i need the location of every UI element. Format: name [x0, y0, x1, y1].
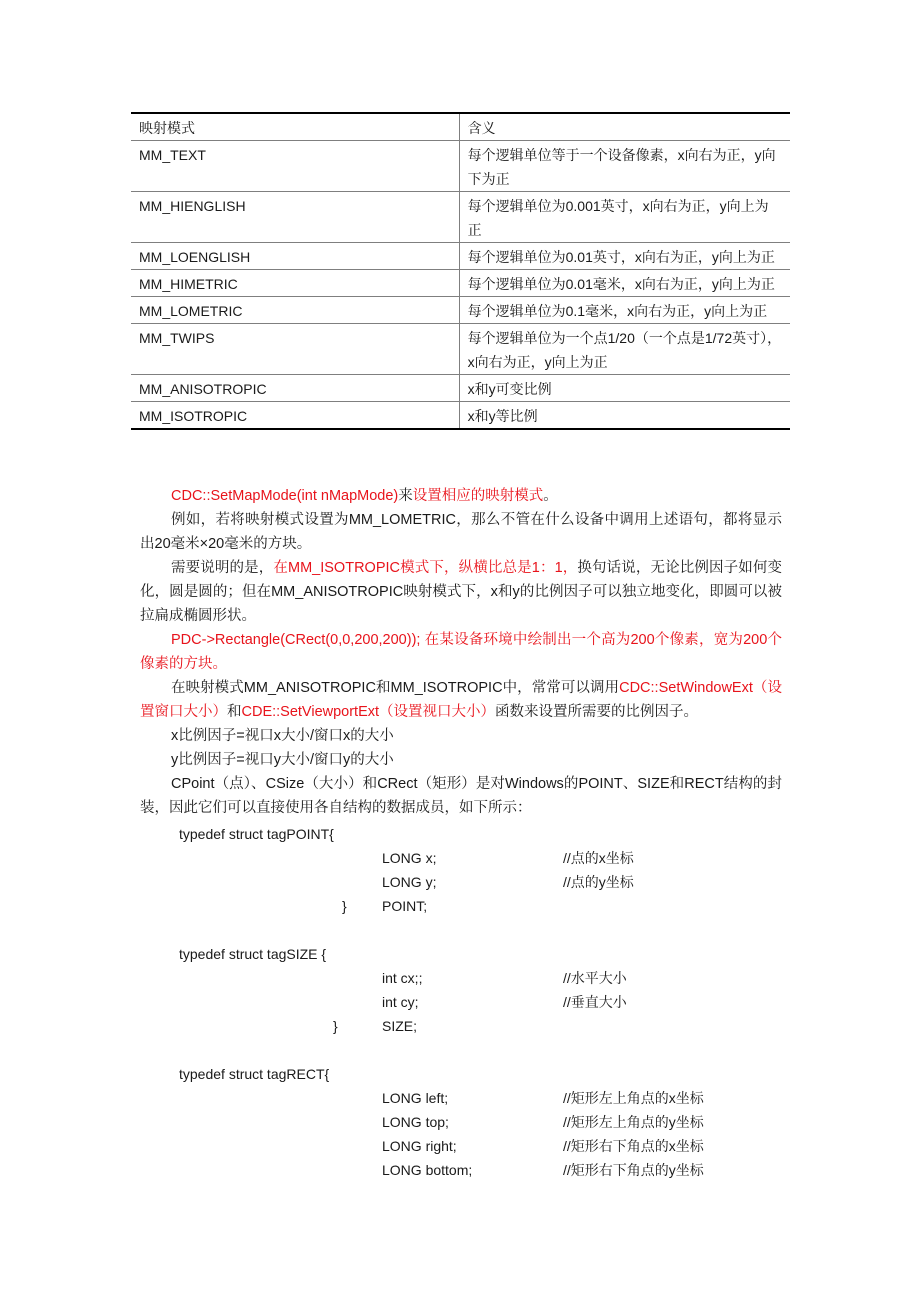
mode-cell: MM_HIMETRIC [131, 270, 459, 297]
setwindowext-call: CDC::SetWindowExt（设置窗口大小） [140, 680, 782, 720]
size-field-decl: int cx;; [382, 970, 423, 986]
size-field-comment: //垂直大小 [563, 994, 627, 1010]
desc-cell: 每个逻辑单位为0.001英寸，x向右为正，y向上为正 [459, 192, 790, 243]
header-mode: 映射模式 [131, 113, 459, 141]
y-scale-formula: y比例因子=视口y大小/窗口y的大小 [171, 752, 394, 768]
desc-cell: 每个逻辑单位为一个点1/20（一个点是1/72英寸），x向右为正，y向上为正 [459, 324, 790, 375]
x-scale-formula: x比例因子=视口x大小/窗口x的大小 [171, 728, 394, 744]
rect-struct-header: typedef struct tagRECT{ [179, 1066, 330, 1082]
mapping-mode-table [131, 112, 790, 430]
size-struct-header: typedef struct tagSIZE { [179, 946, 327, 962]
desc-cell: 每个逻辑单位为0.01毫米，x向右为正，y向上为正 [459, 270, 790, 297]
point-field-comment: //点的y坐标 [563, 874, 634, 890]
setmapmode-purpose: 设置相应的映射模式 [412, 488, 544, 504]
mode-cell: MM_TEXT [131, 141, 459, 192]
mode-cell: MM_HIENGLISH [131, 192, 459, 243]
rect-field-comment: //矩形右下角点的y坐标 [563, 1162, 704, 1178]
text-span: 在映射模式MM_ANISOTROPIC和MM_ISOTROPIC中，常常可以调用 [171, 680, 620, 696]
point-field-decl: LONG y; [382, 874, 437, 890]
table-row [131, 402, 790, 430]
header-meaning: 含义 [459, 113, 790, 141]
table-header-row [131, 113, 790, 141]
paragraph-example: 例如，若将映射模式设置为MM_LOMETRIC，那么不管在什么设备中调用上述语句，都将显示出20毫米×20毫米的方块。 [140, 512, 782, 552]
rect-field-decl: LONG top; [382, 1114, 449, 1130]
table-row [131, 192, 790, 243]
text-span: 。 [543, 488, 558, 504]
isotropic-highlight: 在MM_ISOTROPIC模式下，纵横比总是1：1， [273, 560, 578, 576]
setmapmode-call: CDC::SetMapMode(int nMapMode) [171, 488, 399, 504]
text-span: 来 [398, 488, 413, 504]
mode-cell: MM_ISOTROPIC [131, 402, 459, 430]
setviewportext-call: CDE::SetViewportExt（设置视口大小） [241, 704, 496, 720]
rect-field-decl: LONG bottom; [382, 1162, 473, 1178]
table-row [131, 243, 790, 270]
rect-field-comment: //矩形右下角点的x坐标 [563, 1138, 704, 1154]
desc-cell: x和y等比例 [459, 402, 790, 430]
rect-field-comment: //矩形左上角点的y坐标 [563, 1114, 704, 1130]
mode-cell: MM_LOENGLISH [131, 243, 459, 270]
paragraph-isotropic-note [140, 556, 782, 628]
point-struct-header: typedef struct tagPOINT{ [179, 826, 334, 842]
rect-field-decl: LONG left; [382, 1090, 449, 1106]
table-row [131, 297, 790, 324]
table-row [131, 324, 790, 375]
mode-cell: MM_ANISOTROPIC [131, 375, 459, 402]
desc-cell: x和y可变比例 [459, 375, 790, 402]
desc-cell: 每个逻辑单位为0.01英寸，x向右为正，y向上为正 [459, 243, 790, 270]
size-closing-brace: } [333, 1018, 338, 1034]
paragraph-structures: CPoint（点）、CSize（大小）和CRect（矩形）是对Windows的POINT、SIZE和RECT结构的封装，因此它们可以直接使用各自结构的数据成员，如下所示： [140, 776, 782, 816]
desc-cell: 每个逻辑单位为0.1毫米，x向右为正，y向上为正 [459, 297, 790, 324]
size-type-name: SIZE; [382, 1018, 418, 1034]
rect-field-decl: LONG right; [382, 1138, 457, 1154]
size-field-comment: //水平大小 [563, 970, 627, 986]
text-span: 需要说明的是， [171, 560, 274, 576]
paragraph-rectangle-call: PDC->Rectangle(CRect(0,0,200,200)); 在某设备环境中绘制出一个高为200个像素，宽为200个像素的方块。 [140, 632, 782, 672]
point-field-comment: //点的x坐标 [563, 850, 634, 866]
point-type-name: POINT; [382, 898, 428, 914]
point-closing-brace: } [342, 898, 347, 914]
size-field-decl: int cy; [382, 994, 419, 1010]
text-span: 和 [227, 704, 242, 720]
desc-cell: 每个逻辑单位等于一个设备像素，x向右为正，y向下为正 [459, 141, 790, 192]
table-row [131, 270, 790, 297]
table-row [131, 141, 790, 192]
point-field-decl: LONG x; [382, 850, 437, 866]
table-row [131, 375, 790, 402]
mode-cell: MM_TWIPS [131, 324, 459, 375]
text-span: 换句话说，无论比例因子如何变化，圆是圆的；但在MM_ANISOTROPIC映射模式下，x和y的比例因子可以独立地变化，即圆可以被拉扁成椭圆形状。 [140, 560, 783, 624]
mode-cell: MM_LOMETRIC [131, 297, 459, 324]
paragraph-extents [140, 676, 782, 724]
paragraph-setmapmode [140, 484, 782, 508]
rect-field-comment: //矩形左上角点的x坐标 [563, 1090, 704, 1106]
text-span: 函数来设置所需要的比例因子。 [495, 704, 699, 720]
